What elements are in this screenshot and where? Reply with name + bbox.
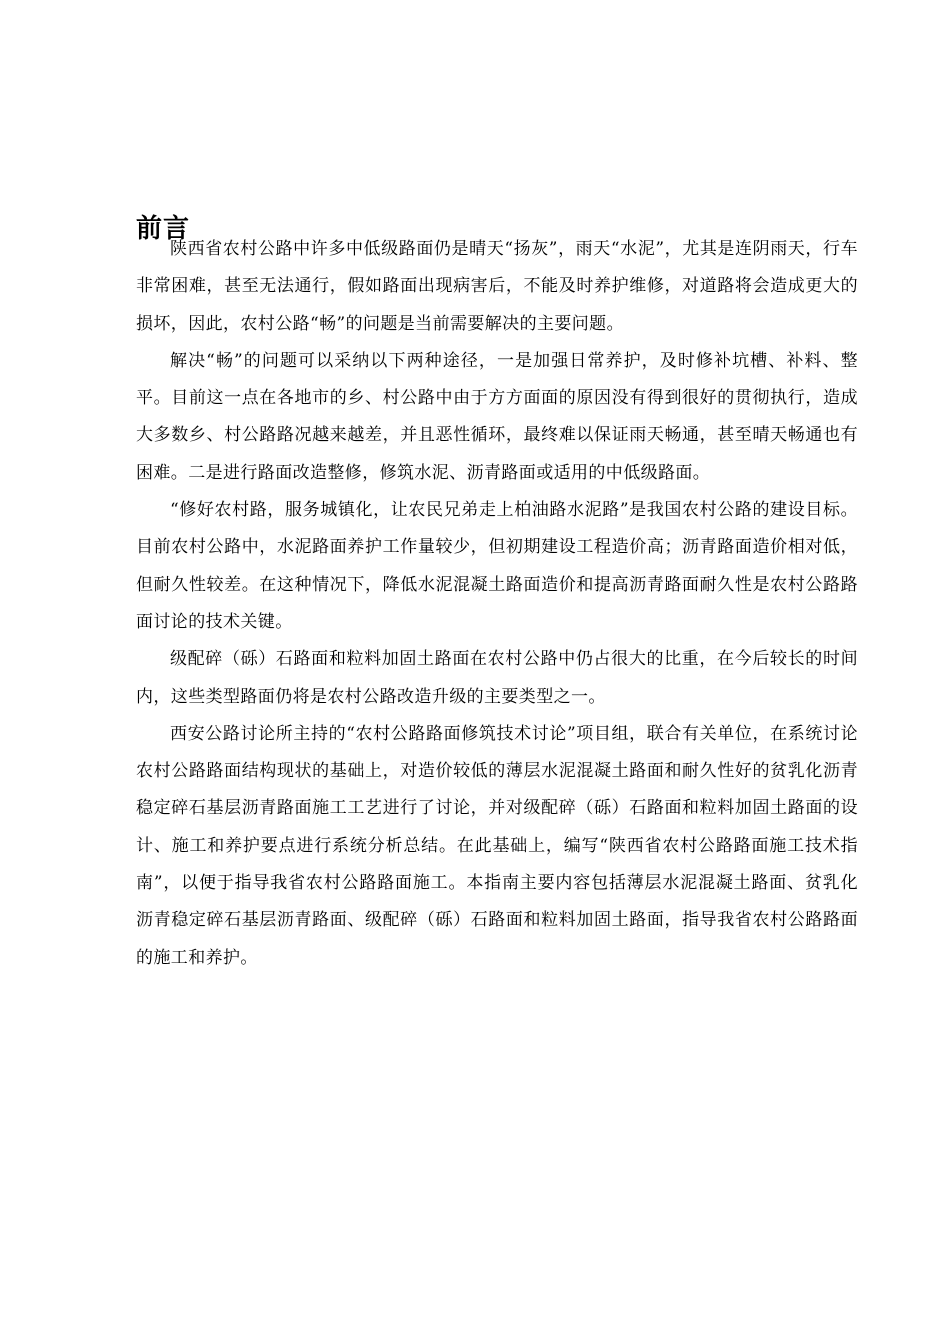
paragraph-1: 陕西省农村公路中许多中低级路面仍是晴天“扬灰”，雨天“水泥”，尤其是连阴雨天，行车非常困难，甚至无法通行，假如路面出现病害后，不能及时养护维修，对道路将会造成更大的损坏，因此，农村公路“畅”的问题是当前需要解决的主要问题。 xyxy=(136,239,858,334)
preface-body xyxy=(136,231,858,977)
paragraph-3: “修好农村路，服务城镇化，让农民兄弟走上柏油路水泥路”是我国农村公路的建设目标。目前农村公路中，水泥路面养护工作量较少，但初期建设工程造价高；沥青路面造价相对低，但耐久性较差。在这种情况下，降低水泥混凝土路面造价和提高沥青路面耐久性是农村公路路面讨论的技术关键。 xyxy=(136,500,858,632)
page-title: 前言 xyxy=(136,214,191,245)
paragraph-5: 西安公路讨论所主持的“农村公路路面修筑技术讨论”项目组，联合有关单位，在系统讨论农村公路路面结构现状的基础上，对造价较低的薄层水泥混凝土路面和耐久性好的贫乳化沥青稳定碎石基层沥青路面施工工艺进行了讨论，并对级配碎（砾）石路面和粒料加固土路面的设计、施工和养护要点进行系统分析总结。在此基础上，编写“陕西省农村公路路面施工技术指南”，以便于指导我省农村公路路面施工。本指南主要内容包括薄层水泥混凝土路面、贫乳化沥青稳定碎石基层沥青路面、级配碎（砾）石路面和粒料加固土路面，指导我省农村公路路面的施工和养护。 xyxy=(136,723,858,968)
paragraph-4: 级配碎（砾）石路面和粒料加固土路面在农村公路中仍占很大的比重，在今后较长的时间内，这些类型路面仍将是农村公路改造升级的主要类型之一。 xyxy=(136,649,858,707)
paragraph-2: 解决“畅”的问题可以采纳以下两种途径，一是加强日常养护，及时修补坑槽、补料、整平。目前这一点在各地市的乡、村公路中由于方方面面的原因没有得到很好的贯彻执行，造成大多数乡、村公路路况越来越差，并且恶性循环，最终难以保证雨天畅通，甚至晴天畅通也有困难。二是进行路面改造整修，修筑水泥、沥青路面或适用的中低级路面。 xyxy=(136,350,858,483)
